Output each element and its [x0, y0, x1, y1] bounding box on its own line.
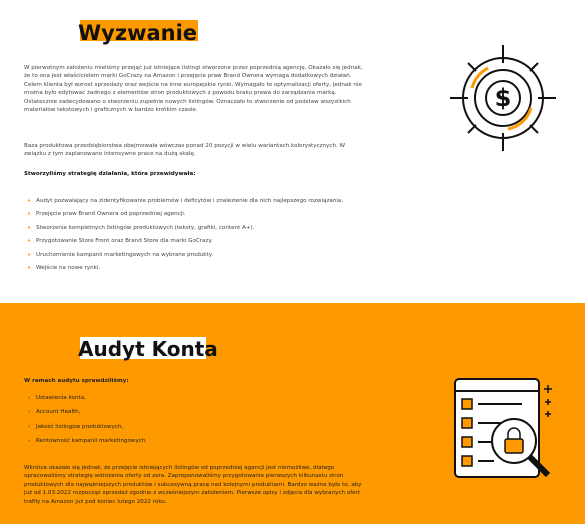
svg-text:$: $	[494, 84, 512, 112]
list-item: • Audyt pozwalający na zidentyfikowanie problemów i deficytów i znalezienie dla nich najlepszego rozwiązania.	[24, 197, 364, 205]
section-title: Audyt Konta	[78, 337, 218, 361]
section-title: Wyzwanie	[78, 21, 198, 45]
list-item: • Ustawienia konta,	[24, 394, 344, 402]
list-item: • Rentowność kampanii marketingowych.	[24, 437, 344, 445]
dollar-target-icon	[448, 43, 558, 153]
challenge-paragraph-2: Baza produktowa przedsiębiorstwa obejmowała wówczas ponad 20 pozycji w wielu wariantach kolorystycznych. W związku z tym zaplanowano intensywne prace na dużą skalę.	[24, 143, 346, 158]
audit-paragraph: Wkrótce okazało się jednak, że przejęcie istniejących listingów od poprzedniej agencji jest niemożliwe, dlatego opracowaliśmy strategię wdrożenia oferty od zera. Zaproponowaliśmy przygotowanie pierwszych kilkunastu stron produktowych dla najważniejszych produktów i sukcesywną pracę nad kolejnymi produktami. Bardzo ważne było to, aby już od 1.03.2022 rozpocząć sprzedaż zgodnie z wcześniejszym założeniem. Pierwsze opisy i zdjęcia dla wybranych ofert trafiły na Amazon już pod koniec lutego 2022 roku.	[24, 465, 362, 505]
list-search-lock-icon	[452, 375, 562, 485]
list-item: • Account Health,	[24, 408, 344, 416]
audit-section	[0, 303, 585, 524]
strategy-list	[24, 197, 364, 272]
list-item: • Przygotowanie Store Front oraz Brand Store dla marki GoCrazy.	[24, 237, 364, 245]
list-item: • Przejęcie praw Brand Ownera od poprzedniej agencji.	[24, 210, 364, 218]
list-item: • Stworzenie kompletnych listingów produktowych (teksty, grafiki, content A+).	[24, 224, 364, 232]
list-item: • Wejście na nowe rynki.	[24, 264, 364, 272]
list-item: • Jakość listingów produktowych,	[24, 423, 344, 431]
challenge-paragraph-1: W pierwotnym założeniu mieliśmy przejąć już istniejące listingi stworzone przez poprzednią agencję. Okazało się jednak, że to ona jest właścicielem marki GoCrazy na Amazon i przejęcie praw Brand Ownera wymaga dodatkowych działań. Celem klienta był wzrost sprzedaży oraz wejście na inne europejskie rynki. Wymagało to optymalizacji oferty, jednak nie można było edytować żadnego z elementów stron produktowych z powodu braku prawa do zarządzania marką. Ostatecznie zadecydowano o stworzeniu zupełnie nowych listingów. Oznaczało to stworzenie od podstaw wszystkich materiałów tekstowych i graficznych w bardzo krótkim czasie.	[24, 65, 363, 114]
audit-intro: W ramach audytu sprawdziliśmy:	[24, 378, 129, 384]
audit-list	[24, 394, 344, 446]
strategy-heading: Stworzyliśmy strategię działania, która przewidywała:	[24, 171, 196, 177]
list-item: • Uruchomienie kampanii marketingowych na wybrane produkty.	[24, 251, 364, 259]
